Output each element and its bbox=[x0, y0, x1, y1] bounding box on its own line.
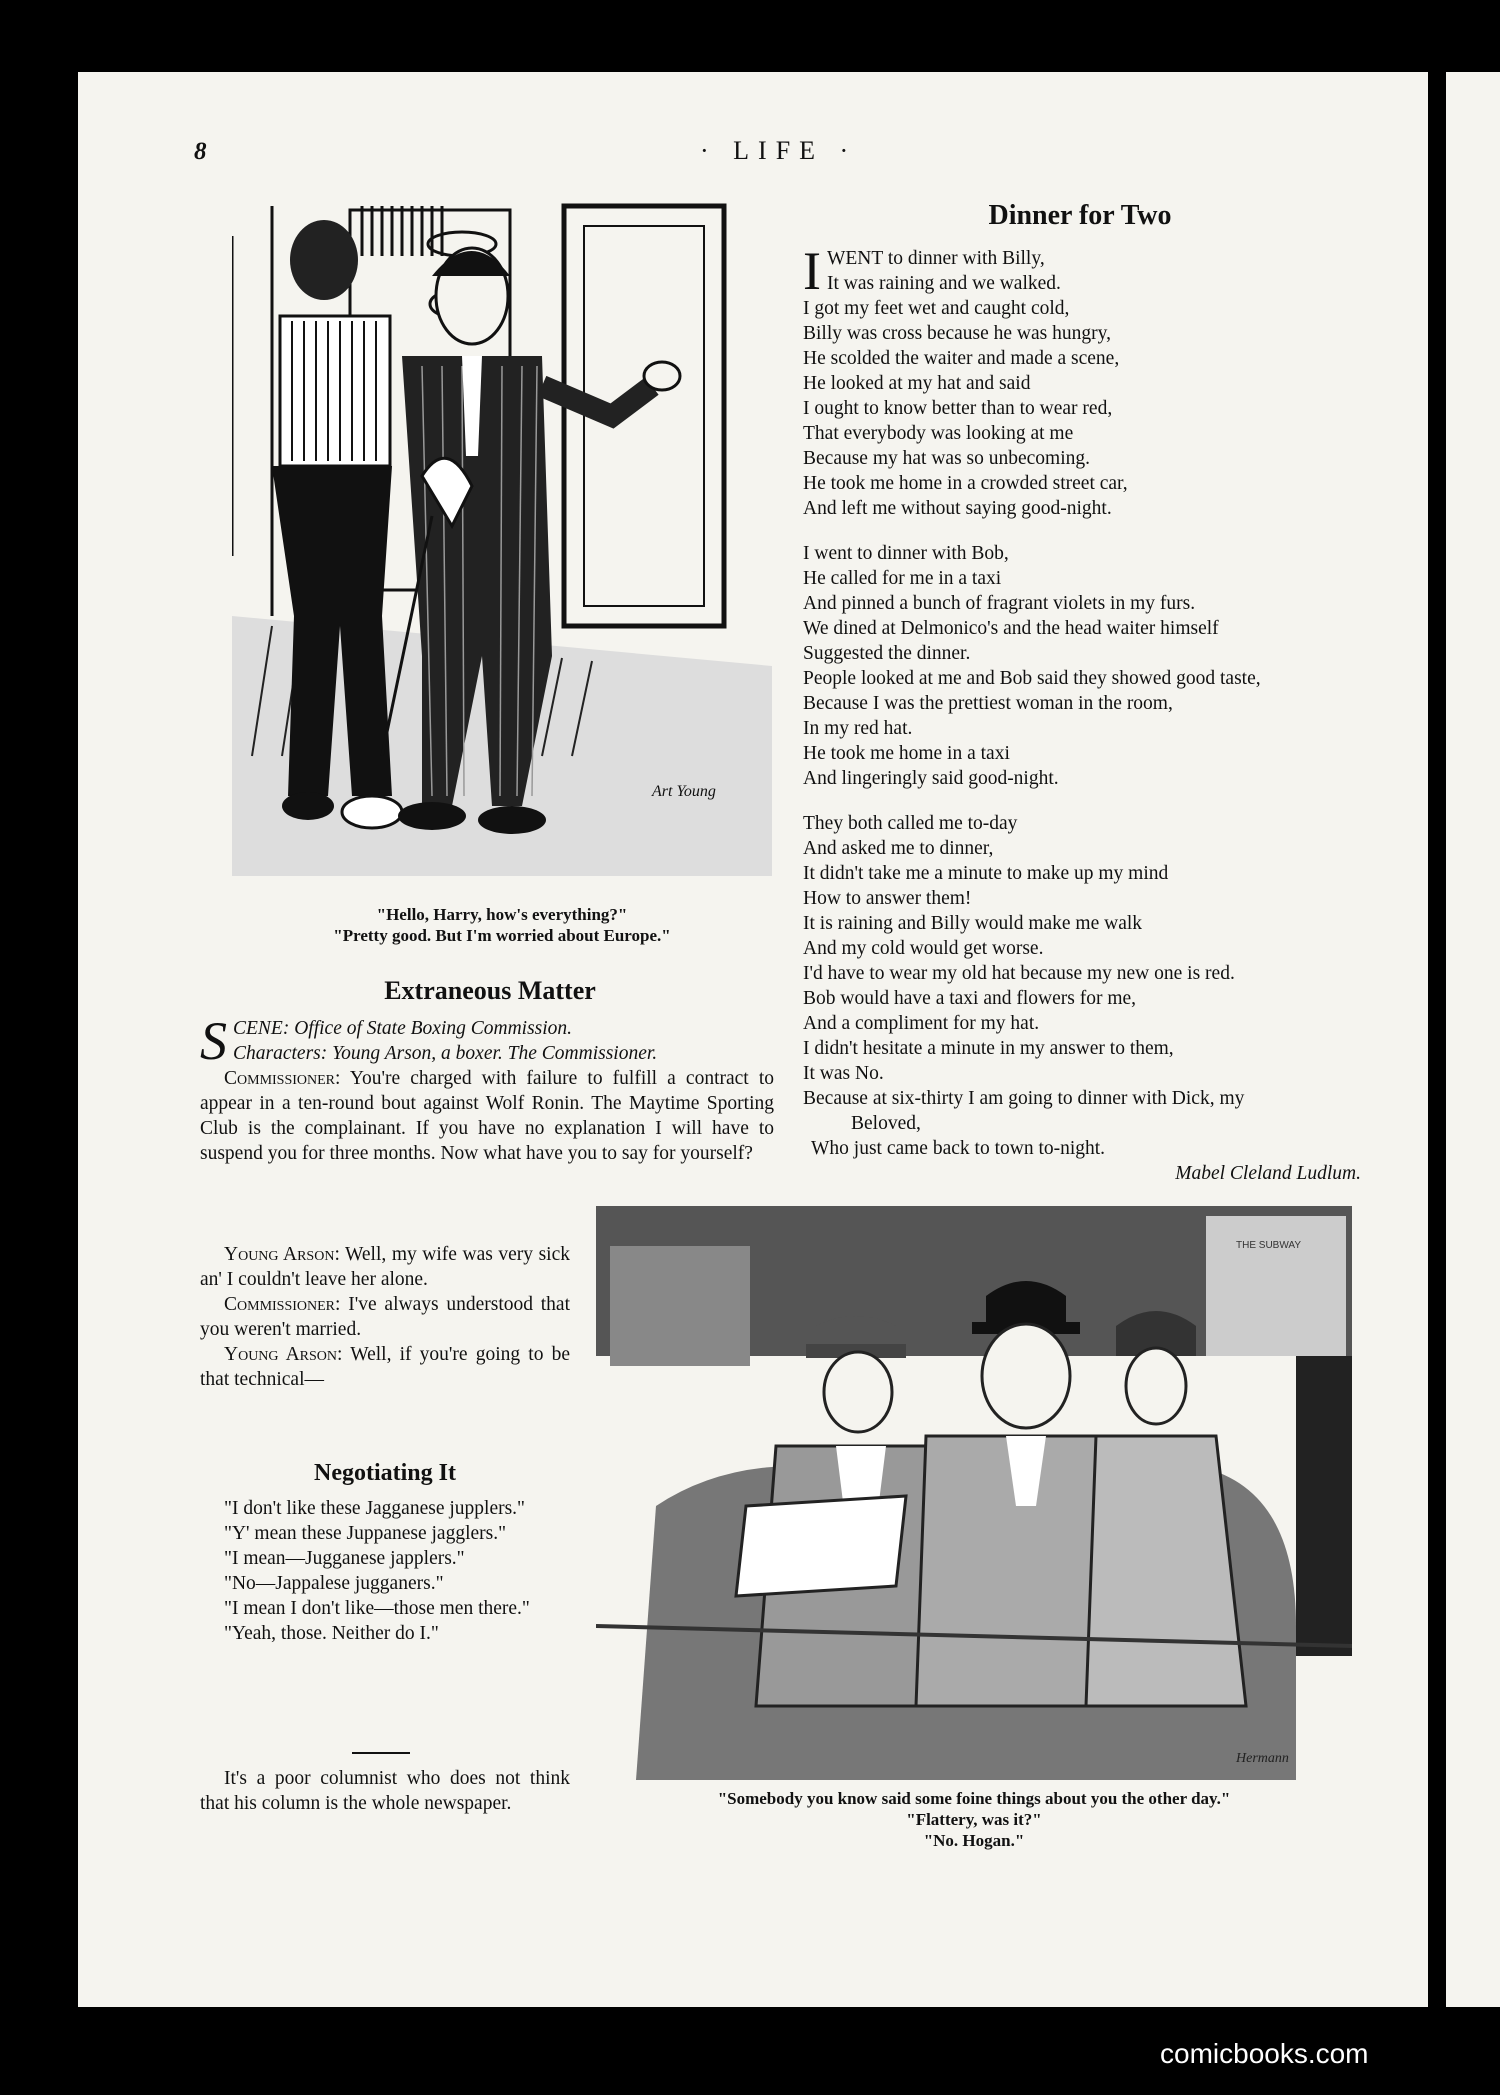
poem-stanza-3 bbox=[803, 811, 1403, 1161]
extraneous-dialogue-2 bbox=[200, 1242, 570, 1292]
cartoon-illustration-1 bbox=[232, 196, 772, 876]
poem-line: I didn't hesitate a minute in my answer to them, bbox=[803, 1038, 1174, 1059]
extraneous-title: Extraneous Matter bbox=[384, 976, 596, 1005]
poem-line: People looked at me and Bob said they showed good taste, bbox=[803, 668, 1261, 689]
cartoon1-caption-line-2: "Pretty good. But I'm worried about Europe." bbox=[333, 926, 671, 945]
poem-line: It didn't take me a minute to make up my mind bbox=[803, 863, 1169, 884]
speaker-label: Young Arson bbox=[224, 1244, 335, 1265]
poem-dropcap: I bbox=[803, 241, 821, 301]
negotiating-body bbox=[200, 1496, 570, 1646]
negotiating-line: "Yeah, those. Neither do I." bbox=[224, 1623, 439, 1644]
poem-line: And lingeringly said good-night. bbox=[803, 768, 1059, 789]
poem-line: Suggested the dinner. bbox=[803, 643, 971, 664]
poem-line: That everybody was looking at me bbox=[803, 423, 1074, 444]
extraneous-bottom bbox=[200, 1242, 570, 1392]
poem-line: And pinned a bunch of fragrant violets in my furs. bbox=[803, 593, 1196, 614]
extraneous-dropcap: S bbox=[200, 1011, 227, 1071]
poem-line: In my red hat. bbox=[803, 718, 913, 739]
poem-line: We dined at Delmonico's and the head waiter himself bbox=[803, 618, 1219, 639]
poem-body bbox=[803, 241, 1403, 1186]
extraneous-top bbox=[200, 1011, 774, 1166]
cartoon2-caption-line-1: "Somebody you know said some foine things about you the other day." bbox=[717, 1789, 1231, 1808]
poem-line: I got my feet wet and caught cold, bbox=[803, 298, 1070, 319]
poem-stanza-2 bbox=[803, 541, 1403, 791]
cartoon2-caption-line-3: "No. Hogan." bbox=[923, 1831, 1025, 1850]
poem-line: It was raining and we walked. bbox=[826, 273, 1061, 294]
page-number: 8 bbox=[194, 138, 207, 165]
site-watermark: comicbooks.com bbox=[1160, 2038, 1369, 2069]
speaker-label: Commissioner bbox=[224, 1294, 336, 1315]
section-divider bbox=[352, 1752, 410, 1754]
extraneous-dialogue-4 bbox=[200, 1342, 570, 1392]
poem-line: Who just came back to town to-night. bbox=[811, 1138, 1106, 1159]
poem-line: And asked me to dinner, bbox=[803, 838, 994, 859]
extraneous-dialogue-1 bbox=[200, 1066, 774, 1166]
poem-line: I'd have to wear my old hat because my new one is red. bbox=[803, 963, 1235, 984]
poem-line: I went to dinner with Bob, bbox=[803, 543, 1009, 564]
dialogue-text: : Well, my wife was very sick an' I couldn't leave her alone. bbox=[200, 1244, 570, 1290]
columnist-text: It's a poor columnist who does not think that his column is the whole newspaper. bbox=[200, 1768, 570, 1814]
cartoon2-caption-line-2: "Flattery, was it?" bbox=[906, 1810, 1042, 1829]
artist-signature-1: Art Young bbox=[652, 783, 716, 800]
negotiating-line: "Y' mean these Juppanese jagglers." bbox=[224, 1523, 507, 1544]
poem-line: And a compliment for my hat. bbox=[803, 1013, 1040, 1034]
poem-line: He scolded the waiter and made a scene, bbox=[803, 348, 1120, 369]
dialogue-text: : I've always understood that you weren't married. bbox=[200, 1294, 570, 1340]
cartoon1-caption bbox=[232, 904, 772, 946]
masthead: · LIFE · bbox=[700, 136, 858, 165]
cartoon1-caption-line-1: "Hello, Harry, how's everything?" bbox=[376, 905, 628, 924]
dialogue-text: : Well, if you're going to be that technical— bbox=[200, 1344, 571, 1390]
facing-page-edge bbox=[1446, 72, 1500, 2007]
poem-author: Mabel Cleland Ludlum. bbox=[1175, 1163, 1361, 1184]
columnist-quip bbox=[200, 1766, 570, 1816]
poem-stanza-1 bbox=[803, 241, 1403, 521]
poem-line: They both called me to-day bbox=[803, 813, 1018, 834]
extraneous-dialogue-3 bbox=[200, 1292, 570, 1342]
poem-line: Because at six-thirty I am going to dinner with Dick, my bbox=[803, 1088, 1245, 1109]
cartoon-illustration-2 bbox=[596, 1206, 1352, 1780]
speaker-label: Commissioner bbox=[224, 1068, 336, 1089]
poem-line: He took me home in a taxi bbox=[803, 743, 1010, 764]
poem-line: He called for me in a taxi bbox=[803, 568, 1002, 589]
dialogue-text: : You're charged with failure to fulfill a contract to appear in a ten-round bout against Wolf Ronin. The Maytime Sporting Club is the complainant. If you have no explanation I will have to suspend you for three months. Now what have you to say for yourself? bbox=[200, 1068, 774, 1164]
scene-text: CENE: Office of State Boxing Commission. bbox=[233, 1018, 573, 1039]
negotiating-line: "I don't like these Jagganese jupplers." bbox=[224, 1498, 526, 1519]
poem-line: He looked at my hat and said bbox=[803, 373, 1031, 394]
poem-line: WENT to dinner with Billy, bbox=[826, 248, 1045, 269]
poem-title: Dinner for Two bbox=[988, 200, 1172, 231]
poem-line: And left me without saying good-night. bbox=[803, 498, 1112, 519]
poem-line: And my cold would get worse. bbox=[803, 938, 1044, 959]
poem-line: Because I was the prettiest woman in the room, bbox=[803, 693, 1173, 714]
poem-line: I ought to know better than to wear red, bbox=[803, 398, 1113, 419]
negotiating-line: "No—Jappalese jugganers." bbox=[224, 1573, 444, 1594]
speaker-label: Young Arson bbox=[224, 1344, 338, 1365]
negotiating-line: "I mean I don't like—those men there." bbox=[224, 1598, 530, 1619]
subway-sign: THE SUBWAY bbox=[1236, 1240, 1302, 1251]
svg-text:Hermann: Hermann bbox=[1236, 1751, 1289, 1766]
poem-line: Billy was cross because he was hungry, bbox=[803, 323, 1111, 344]
negotiating-title: Negotiating It bbox=[314, 1460, 456, 1486]
poem-line: It is raining and Billy would make me walk bbox=[803, 913, 1143, 934]
poem-line: He took me home in a crowded street car, bbox=[803, 473, 1128, 494]
poem-line: Because my hat was so unbecoming. bbox=[803, 448, 1091, 469]
poem-line: Bob would have a taxi and flowers for me, bbox=[803, 988, 1137, 1009]
extraneous-characters: Characters: Young Arson, a boxer. The Commissioner. bbox=[233, 1043, 658, 1064]
poem-line: It was No. bbox=[803, 1063, 884, 1084]
cartoon2-caption bbox=[596, 1788, 1352, 1851]
poem-line: Beloved, bbox=[851, 1113, 921, 1134]
poem-line: How to answer them! bbox=[803, 888, 972, 909]
negotiating-line: "I mean—Jugganese japplers." bbox=[224, 1548, 465, 1569]
